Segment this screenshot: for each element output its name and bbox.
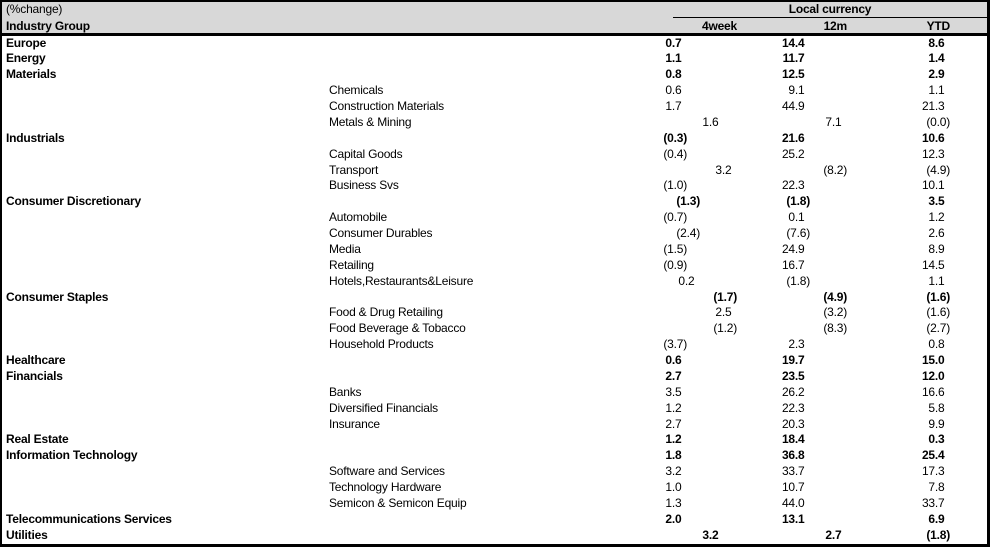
- cell-ytd: 21.3: [921, 99, 945, 113]
- table-row: [2, 401, 987, 417]
- cell-4week: 1.0: [665, 480, 682, 494]
- cell-12m: 44.0: [781, 495, 805, 510]
- table-row: [2, 36, 987, 52]
- cell-ytd: 1.4: [928, 51, 945, 66]
- cell-12m: (7.6): [786, 226, 810, 240]
- row-label: Semicon & Semicon Equip: [329, 495, 467, 510]
- cell-4week: 3.2: [665, 464, 682, 479]
- cell-ytd: 12.0: [921, 368, 945, 383]
- row-label: Utilities: [6, 527, 48, 542]
- table-row: [2, 67, 987, 83]
- cell-12m: 23.5: [781, 368, 805, 383]
- cell-12m: (8.2): [823, 162, 847, 177]
- cell-ytd: 17.3: [921, 464, 945, 479]
- cell-4week: 1.2: [665, 400, 682, 415]
- table-row: [2, 305, 987, 321]
- cell-12m: 9.1: [788, 83, 805, 98]
- cell-12m: (8.3): [823, 321, 847, 336]
- cell-4week: 1.1: [665, 51, 682, 66]
- cell-ytd: 1.1: [928, 83, 945, 98]
- cell-4week: (1.0): [663, 178, 687, 193]
- row-label: Healthcare: [6, 353, 66, 367]
- cell-12m: 12.5: [781, 67, 805, 82]
- row-label: Household Products: [329, 337, 434, 352]
- row-label: Capital Goods: [329, 146, 403, 161]
- row-label: Diversified Financials: [329, 400, 438, 415]
- cell-12m: 20.3: [781, 416, 805, 431]
- table-row: [2, 226, 987, 242]
- cell-12m: 2.3: [788, 337, 805, 352]
- table-row: [2, 369, 987, 385]
- cell-ytd: (0.0): [926, 114, 950, 129]
- row-label: Food Beverage & Tobacco: [329, 321, 466, 336]
- cell-ytd: (4.9): [926, 162, 950, 177]
- cell-ytd: (1.8): [926, 527, 950, 542]
- cell-4week: 3.2: [702, 527, 719, 542]
- table-row: [2, 353, 987, 369]
- cell-4week: (0.9): [663, 257, 687, 272]
- row-label: Real Estate: [6, 432, 69, 447]
- cell-4week: 0.6: [665, 353, 682, 367]
- row-label: Information Technology: [6, 448, 138, 463]
- row-label: Construction Materials: [329, 99, 444, 113]
- cell-4week: (0.3): [663, 130, 687, 145]
- table-row: [2, 432, 987, 448]
- table-row: [2, 337, 987, 353]
- cell-12m: (1.8): [786, 194, 810, 209]
- row-label: Chemicals: [329, 83, 384, 98]
- cell-ytd: 0.8: [928, 337, 945, 352]
- cell-ytd: (1.6): [926, 305, 950, 320]
- cell-ytd: 1.1: [928, 273, 945, 288]
- cell-12m: (1.8): [786, 273, 810, 288]
- row-label: Consumer Staples: [6, 289, 109, 304]
- table-row: [2, 512, 987, 528]
- cell-4week: 0.2: [678, 273, 695, 288]
- cell-12m: 10.7: [781, 480, 805, 494]
- cell-12m: 11.7: [782, 51, 805, 66]
- cell-4week: 1.2: [665, 432, 682, 447]
- column-header-4week: 4week: [701, 18, 737, 33]
- table-row: [2, 210, 987, 226]
- row-label: Financials: [6, 368, 63, 383]
- table-row: [2, 115, 987, 131]
- cell-12m: 44.9: [781, 99, 805, 113]
- cell-4week: 1.6: [702, 114, 719, 129]
- cell-4week: (0.4): [663, 146, 687, 161]
- row-label: Food & Drug Retailing: [329, 305, 443, 320]
- cell-ytd: 10.1: [921, 178, 945, 193]
- header-row-columns: [2, 18, 987, 34]
- table-row: [2, 242, 987, 258]
- cell-4week: 3.5: [665, 384, 682, 399]
- cell-12m: 22.3: [781, 400, 805, 415]
- cell-ytd: 33.7: [921, 495, 945, 510]
- table-row: [2, 290, 987, 306]
- cell-12m: 21.6: [781, 130, 805, 145]
- cell-4week: 2.0: [665, 511, 682, 526]
- row-label: Banks: [329, 384, 362, 399]
- row-label: Telecommunications Services: [6, 511, 172, 526]
- cell-ytd: 15.0: [921, 353, 945, 367]
- row-label: Consumer Discretionary: [6, 194, 141, 209]
- cell-12m: 25.2: [781, 146, 805, 161]
- cell-12m: 26.2: [781, 384, 805, 399]
- cell-4week: (1.2): [713, 321, 737, 336]
- cell-4week: (2.4): [676, 226, 700, 240]
- cell-ytd: 6.9: [928, 511, 945, 526]
- row-label: Business Svs: [329, 178, 399, 193]
- row-label: Transport: [329, 162, 379, 177]
- cell-4week: (1.7): [713, 289, 737, 304]
- row-label: Energy: [6, 51, 46, 66]
- cell-ytd: 5.8: [928, 400, 945, 415]
- cell-ytd: (1.6): [926, 289, 950, 304]
- cell-ytd: 9.9: [928, 416, 945, 431]
- table-row: [2, 480, 987, 496]
- header-row-units: [2, 2, 987, 18]
- percent-change-label: (%change): [6, 2, 63, 16]
- row-label: Retailing: [329, 257, 374, 272]
- cell-12m: 22.3: [781, 178, 805, 193]
- row-label: Metals & Mining: [329, 114, 412, 129]
- row-label: Industrials: [6, 130, 65, 145]
- cell-4week: 0.6: [665, 83, 682, 98]
- cell-ytd: 7.8: [928, 480, 945, 494]
- cell-4week: 1.7: [665, 99, 682, 113]
- cell-ytd: 16.6: [921, 384, 945, 399]
- table-row: [2, 163, 987, 179]
- cell-ytd: 3.5: [928, 194, 945, 209]
- cell-4week: 3.2: [715, 162, 732, 177]
- cell-12m: 33.7: [781, 464, 805, 479]
- cell-ytd: 2.9: [928, 67, 945, 82]
- cell-4week: (3.7): [663, 337, 687, 352]
- row-label: Technology Hardware: [329, 480, 442, 494]
- cell-4week: 0.7: [665, 35, 682, 50]
- cell-ytd: 0.3: [928, 432, 945, 447]
- cell-12m: 0.1: [788, 210, 805, 225]
- cell-ytd: 14.5: [921, 257, 945, 272]
- row-label: Software and Services: [329, 464, 445, 479]
- table-row: [2, 528, 987, 544]
- row-label: Materials: [6, 67, 57, 82]
- cell-12m: 7.1: [825, 114, 842, 129]
- cell-12m: 36.8: [781, 448, 805, 463]
- cell-ytd: 12.3: [921, 146, 945, 161]
- table-body: [2, 36, 987, 544]
- cell-12m: 24.9: [781, 241, 805, 256]
- row-label: Consumer Durables: [329, 226, 433, 240]
- table-row: [2, 178, 987, 194]
- row-label: Hotels,Restaurants&Leisure: [329, 273, 474, 288]
- cell-ytd: 8.6: [928, 35, 945, 50]
- cell-12m: (3.2): [823, 305, 847, 320]
- cell-4week: 2.7: [665, 416, 682, 431]
- table-row: [2, 385, 987, 401]
- table-row: [2, 321, 987, 337]
- row-label: Europe: [6, 35, 47, 50]
- column-header-ytd: YTD: [926, 18, 950, 33]
- table-row: [2, 417, 987, 433]
- table-row: [2, 147, 987, 163]
- cell-4week: 2.7: [665, 368, 682, 383]
- cell-ytd: (2.7): [926, 321, 950, 336]
- local-currency-label: Local currency: [788, 2, 872, 16]
- table-row: [2, 448, 987, 464]
- table-header: [2, 2, 987, 33]
- cell-12m: (4.9): [823, 289, 847, 304]
- cell-ytd: 10.6: [921, 130, 945, 145]
- cell-ytd: 2.6: [928, 226, 945, 240]
- column-header-12m: 12m: [823, 18, 847, 33]
- cell-12m: 2.7: [825, 527, 842, 542]
- cell-ytd: 8.9: [928, 241, 945, 256]
- cell-4week: 1.3: [665, 495, 682, 510]
- cell-12m: 19.7: [781, 353, 805, 367]
- row-label: Automobile: [329, 210, 388, 225]
- row-label: Insurance: [329, 416, 380, 431]
- cell-12m: 13.1: [781, 511, 805, 526]
- cell-ytd: 1.2: [928, 210, 945, 225]
- table-row: [2, 83, 987, 99]
- table-row: [2, 274, 987, 290]
- row-label: Media: [329, 241, 361, 256]
- cell-4week: 2.5: [715, 305, 732, 320]
- cell-ytd: 25.4: [921, 448, 945, 463]
- table-row: [2, 194, 987, 210]
- cell-4week: 0.8: [665, 67, 682, 82]
- cell-4week: 1.8: [665, 448, 682, 463]
- local-currency-group-header: [673, 2, 987, 18]
- table-row: [2, 496, 987, 512]
- cell-4week: (0.7): [663, 210, 687, 225]
- cell-12m: 14.4: [781, 35, 805, 50]
- cell-4week: (1.5): [663, 241, 687, 256]
- table-row: [2, 51, 987, 67]
- table-row: [2, 464, 987, 480]
- cell-12m: 16.7: [781, 257, 805, 272]
- cell-4week: (1.3): [676, 194, 700, 209]
- table-row: [2, 258, 987, 274]
- table-row: [2, 99, 987, 115]
- cell-12m: 18.4: [781, 432, 805, 447]
- industry-group-header: Industry Group: [6, 18, 90, 33]
- table-row: [2, 131, 987, 147]
